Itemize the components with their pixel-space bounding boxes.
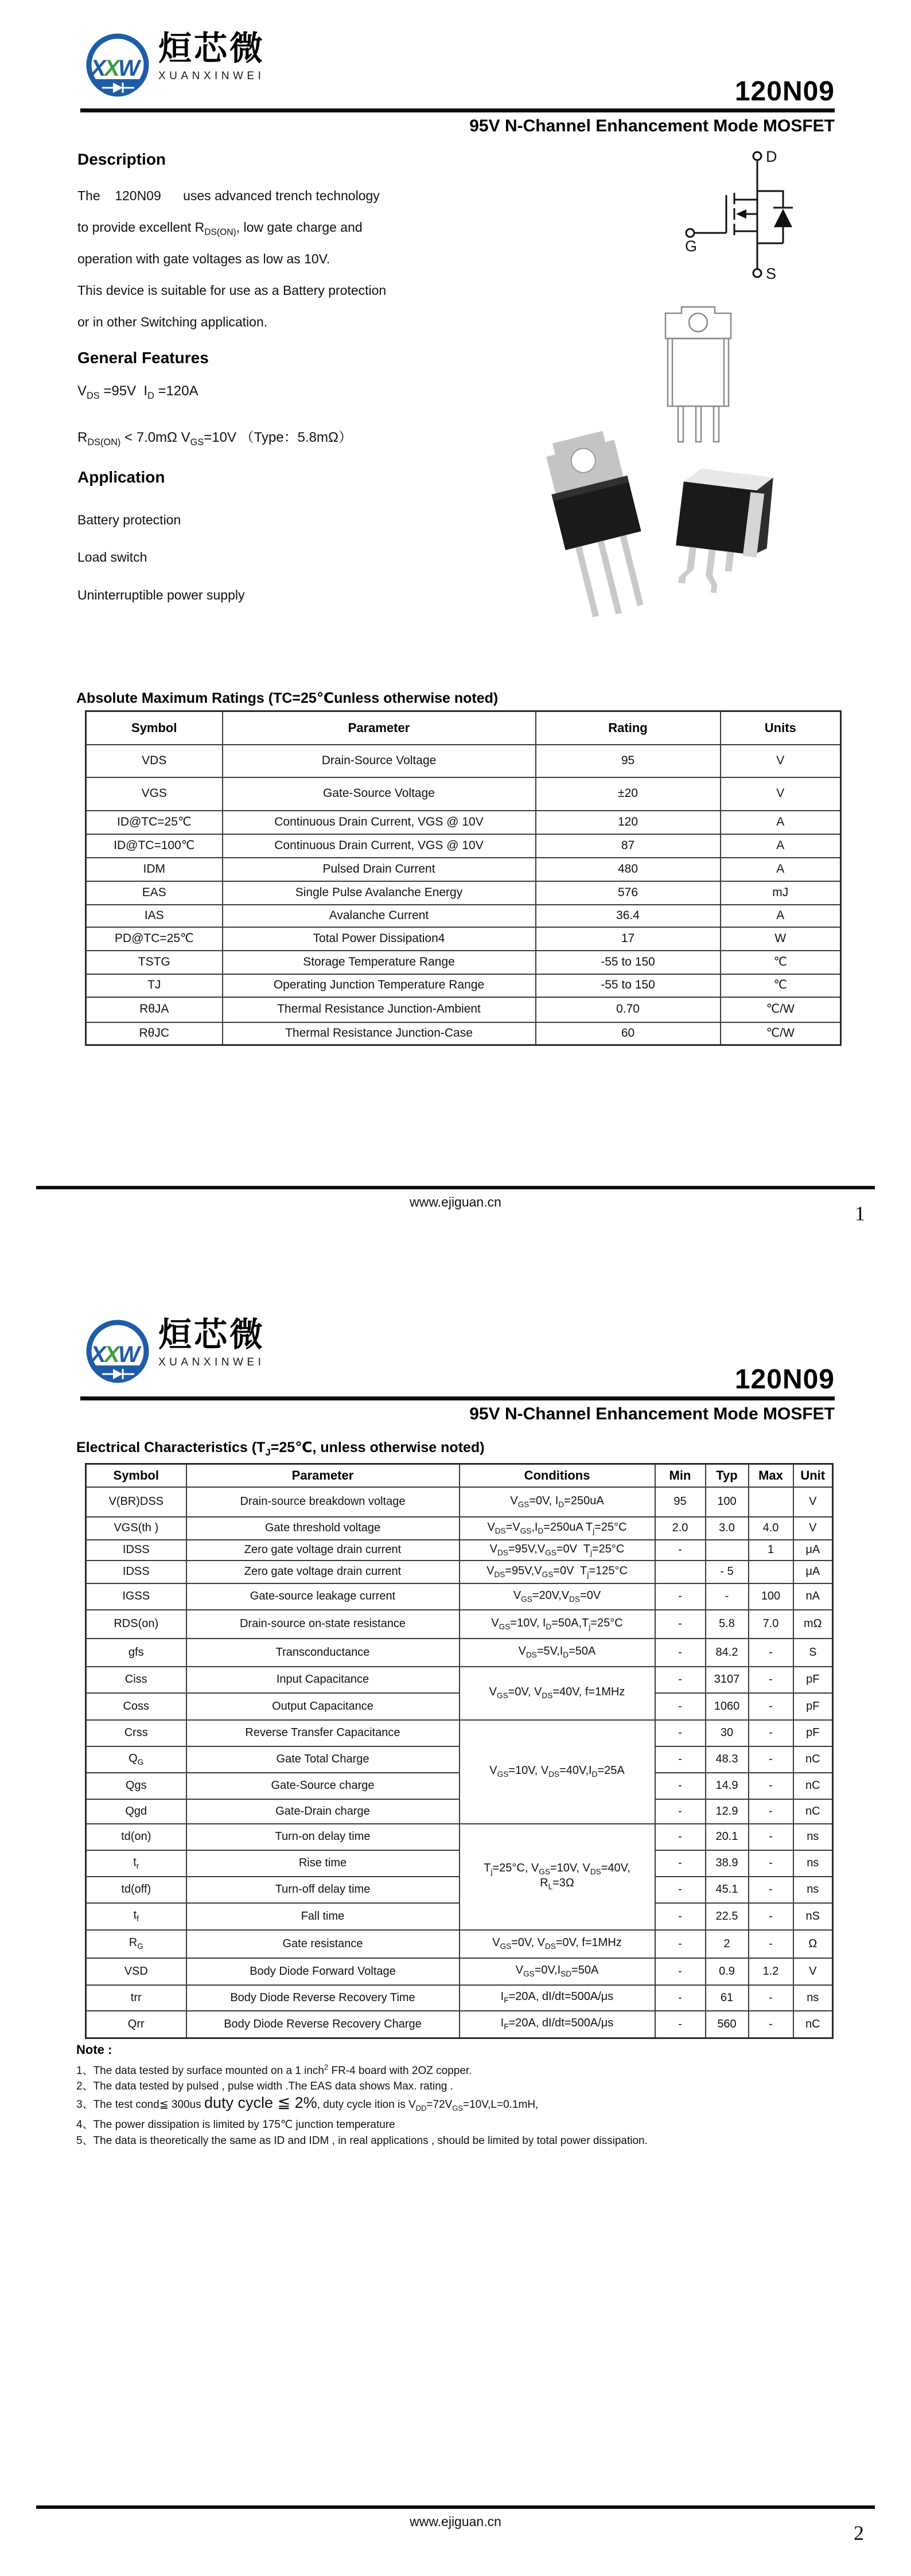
- symbol-cell: RθJA: [86, 997, 223, 1022]
- units-cell: mJ: [721, 881, 841, 905]
- table-row: [86, 905, 841, 927]
- brand-name-chinese: 烜芯微: [158, 1316, 266, 1353]
- gate-label: G: [685, 238, 698, 255]
- parameter-cell: Turn-on delay time: [186, 1824, 460, 1850]
- max-cell: -: [749, 1639, 793, 1667]
- source-label: S: [766, 265, 777, 282]
- description-line: operation with gate voltages as low as 10V.: [77, 251, 330, 266]
- parameter-cell: Pulsed Drain Current: [223, 858, 536, 881]
- max-cell: -: [749, 2011, 793, 2038]
- symbol-cell: trr: [86, 1985, 186, 2011]
- max-cell: -: [749, 1773, 793, 1799]
- symbol-cell: VGS: [86, 777, 223, 811]
- brand-name-chinese: 烜芯微: [158, 30, 266, 67]
- max-cell: -: [749, 1799, 793, 1824]
- parameter-cell: Gate-Source Voltage: [223, 777, 536, 811]
- table-row: [86, 1487, 833, 1517]
- typ-cell: 22.5: [706, 1903, 749, 1930]
- symbol-cell: VSD: [86, 1958, 186, 1985]
- unit-cell: ns: [793, 1824, 833, 1850]
- max-cell: [749, 1561, 793, 1583]
- typ-cell: 560: [706, 2011, 749, 2038]
- table-row: [86, 997, 841, 1022]
- min-cell: -: [655, 1799, 706, 1824]
- column-header: Conditions: [460, 1464, 655, 1487]
- table-row: [86, 881, 841, 905]
- unit-cell: mΩ: [793, 1610, 833, 1639]
- parameter-cell: Gate threshold voltage: [186, 1517, 460, 1540]
- min-cell: -: [655, 2011, 706, 2038]
- min-cell: -: [655, 1903, 706, 1930]
- brand-name-english: XUANXINWEI: [158, 1356, 265, 1368]
- drain-label: D: [766, 148, 777, 165]
- symbol-cell: IDM: [86, 858, 223, 881]
- symbol-cell: VDS: [86, 745, 223, 777]
- unit-cell: V: [793, 1958, 833, 1985]
- parameter-cell: Output Capacitance: [186, 1693, 460, 1720]
- brand-name-english: XUANXINWEI: [158, 70, 265, 82]
- column-header: Typ: [706, 1464, 749, 1487]
- table-row: [86, 1720, 833, 1746]
- conditions-cell: $V_{GS}=0V$, $I_D=250uA$: [460, 1487, 655, 1517]
- typ-cell: 48.3: [706, 1746, 749, 1773]
- column-header: Units: [721, 711, 841, 745]
- column-header: Parameter: [223, 711, 536, 745]
- typ-cell: - 5: [706, 1561, 749, 1583]
- min-cell: -: [655, 1746, 706, 1773]
- footer-url: www.ejiguan.cn: [410, 2514, 501, 2529]
- table-row: [86, 1667, 833, 1693]
- parameter-cell: Thermal Resistance Junction-Ambient: [223, 997, 536, 1022]
- table-row: [86, 1639, 833, 1667]
- units-cell: V: [721, 745, 841, 777]
- conditions-cell: $V_{GS}=0V,I_{SD}=50A$: [460, 1958, 655, 1985]
- symbol-cell: EAS: [86, 881, 223, 905]
- table-header-row: [86, 1464, 833, 1487]
- unit-cell: μA: [793, 1540, 833, 1561]
- symbol-cell: ID@TC=100℃: [86, 834, 223, 858]
- symbol-cell: TSTG: [86, 951, 223, 974]
- max-cell: 4.0: [749, 1517, 793, 1540]
- table-row: [86, 1985, 833, 2011]
- parameter-cell: Transconductance: [186, 1639, 460, 1667]
- units-cell: ℃: [721, 974, 841, 997]
- conditions-cell: $I_F=20A$, dI/dt=500A/μs: [460, 2011, 655, 2038]
- min-cell: -: [655, 1540, 706, 1561]
- rating-cell: -55 to 150: [536, 951, 721, 974]
- note-item: 3、The test cond≦ 300us duty cycle ≦ 2%, duty cycle ition is $V_{DD}=72V_{GS}=10V,L=0.1mH$,: [76, 2094, 539, 2112]
- units-cell: A: [721, 834, 841, 858]
- symbol-cell: IDSS: [86, 1540, 186, 1561]
- table-header-row: [86, 711, 841, 745]
- min-cell: -: [655, 1583, 706, 1610]
- svg-text:X: X: [91, 1342, 106, 1367]
- conditions-cell: $V_{GS}=0V$, $V_{DS}=40V$, f=1MHz: [460, 1667, 655, 1720]
- table-row: [86, 1824, 833, 1850]
- units-cell: ℃/W: [721, 1022, 841, 1045]
- header-rule: [80, 1396, 835, 1400]
- symbol-cell: IGSS: [86, 1583, 186, 1610]
- min-cell: 95: [655, 1487, 706, 1517]
- application-heading: Application: [77, 468, 165, 486]
- feature-line: $R_{DS(ON)} < 7.0m\Omega$ $V_{GS}=10V$ （Type：5.8mΩ）: [77, 430, 352, 448]
- unit-cell: pF: [793, 1667, 833, 1693]
- rating-cell: 120: [536, 811, 721, 834]
- part-number: 120N09: [734, 1364, 835, 1395]
- symbol-cell: $t_f$: [86, 1903, 186, 1930]
- elec-char-title: Electrical Characteristics ($T_J=25℃$, unless otherwise noted): [76, 1439, 485, 1458]
- parameter-cell: Drain-Source Voltage: [223, 745, 536, 777]
- svg-text:X: X: [91, 56, 106, 81]
- min-cell: -: [655, 1985, 706, 2011]
- footer-rule: [36, 1186, 875, 1189]
- rating-cell: 60: [536, 1022, 721, 1045]
- parameter-cell: Single Pulse Avalanche Energy: [223, 881, 536, 905]
- brand-logo: [85, 1318, 265, 1387]
- table-row: [86, 1561, 833, 1583]
- max-cell: -: [749, 1985, 793, 2011]
- parameter-cell: Drain-source breakdown voltage: [186, 1487, 460, 1517]
- table-row: [86, 811, 841, 834]
- table-row: [86, 1930, 833, 1958]
- unit-cell: S: [793, 1639, 833, 1667]
- typ-cell: 20.1: [706, 1824, 749, 1850]
- conditions-cell: $V_{GS}=10V$, $V_{DS}=40V,I_D=25A$: [460, 1720, 655, 1824]
- table-row: [86, 777, 841, 811]
- parameter-cell: Gate Total Charge: [186, 1746, 460, 1773]
- conditions-cell: $V_{DS}=V_{GS},I_D=250uA$ $T_j=25^\circ C$: [460, 1517, 655, 1540]
- max-cell: -: [749, 1824, 793, 1850]
- typ-cell: [706, 1540, 749, 1561]
- unit-cell: nC: [793, 1773, 833, 1799]
- unit-cell: pF: [793, 1693, 833, 1720]
- typ-cell: 1060: [706, 1693, 749, 1720]
- min-cell: 2.0: [655, 1517, 706, 1540]
- table-row: [86, 1610, 833, 1639]
- conditions-cell: $V_{GS}=10V$, $I_D=50A,T_j=25^\circ C$: [460, 1610, 655, 1639]
- footer-url: www.ejiguan.cn: [410, 1194, 501, 1209]
- abs-max-table: [85, 710, 842, 1046]
- parameter-cell: Body Diode Reverse Recovery Charge: [186, 2011, 460, 2038]
- unit-cell: Ω: [793, 1930, 833, 1958]
- typ-cell: 3.0: [706, 1517, 749, 1540]
- parameter-cell: Zero gate voltage drain current: [186, 1540, 460, 1561]
- units-cell: A: [721, 905, 841, 927]
- column-header: Max: [749, 1464, 793, 1487]
- max-cell: -: [749, 1877, 793, 1903]
- max-cell: -: [749, 1693, 793, 1720]
- typ-cell: 2: [706, 1930, 749, 1958]
- parameter-cell: Gate-source leakage current: [186, 1583, 460, 1610]
- min-cell: -: [655, 1693, 706, 1720]
- unit-cell: nC: [793, 1799, 833, 1824]
- application-item: Uninterruptible power supply: [77, 587, 245, 602]
- application-item: Load switch: [77, 550, 147, 565]
- min-cell: -: [655, 1720, 706, 1746]
- typ-cell: 0.9: [706, 1958, 749, 1985]
- rating-cell: 95: [536, 745, 721, 777]
- note-item: 4、The power dissipation is limited by 175℃ junction temperature: [76, 2119, 395, 2131]
- parameter-cell: Body Diode Reverse Recovery Time: [186, 1985, 460, 2011]
- max-cell: 1.2: [749, 1958, 793, 1985]
- typ-cell: 30: [706, 1720, 749, 1746]
- min-cell: -: [655, 1850, 706, 1877]
- parameter-cell: Operating Junction Temperature Range: [223, 974, 536, 997]
- conditions-cell: $V_{DS}=5V,I_D=50A$: [460, 1639, 655, 1667]
- typ-cell: 12.9: [706, 1799, 749, 1824]
- symbol-cell: VGS(th ): [86, 1517, 186, 1540]
- units-cell: A: [721, 811, 841, 834]
- symbol-cell: RθJC: [86, 1022, 223, 1045]
- features-heading: General Features: [77, 349, 209, 367]
- units-cell: ℃: [721, 951, 841, 974]
- column-header: Min: [655, 1464, 706, 1487]
- min-cell: -: [655, 1958, 706, 1985]
- parameter-cell: Gate-Source charge: [186, 1773, 460, 1799]
- min-cell: -: [655, 1824, 706, 1850]
- max-cell: -: [749, 1850, 793, 1877]
- symbol-cell: IAS: [86, 905, 223, 927]
- symbol-cell: Qgd: [86, 1799, 186, 1824]
- symbol-cell: Qrr: [86, 2011, 186, 2038]
- table-row: [86, 951, 841, 974]
- note-heading: Note :: [76, 2042, 112, 2057]
- parameter-cell: Continuous Drain Current, VGS @ 10V: [223, 834, 536, 858]
- symbol-cell: TJ: [86, 974, 223, 997]
- xxw-logo-icon: [85, 32, 150, 101]
- conditions-cell: $V_{GS}=20V,V_{DS}=0V$: [460, 1583, 655, 1610]
- parameter-cell: Body Diode Forward Voltage: [186, 1958, 460, 1985]
- column-header: Unit: [793, 1464, 833, 1487]
- description-heading: Description: [77, 150, 166, 168]
- rating-cell: 576: [536, 881, 721, 905]
- max-cell: -: [749, 1720, 793, 1746]
- abs-max-title: Absolute Maximum Ratings (TC=25℃unless otherwise noted): [76, 690, 499, 706]
- table-row: [86, 927, 841, 951]
- typ-cell: 100: [706, 1487, 749, 1517]
- min-cell: -: [655, 1930, 706, 1958]
- unit-cell: nC: [793, 2011, 833, 2038]
- min-cell: -: [655, 1667, 706, 1693]
- symbol-cell: $R_G$: [86, 1930, 186, 1958]
- rating-cell: 17: [536, 927, 721, 951]
- elec-char-table: [85, 1463, 834, 2039]
- conditions-cell: $I_F=20A$, dI/dt=500A/μs: [460, 1985, 655, 2011]
- page-number: 1: [855, 1202, 865, 1225]
- unit-cell: ns: [793, 1877, 833, 1903]
- unit-cell: μA: [793, 1561, 833, 1583]
- table-row: [86, 1583, 833, 1610]
- table-row: [86, 1022, 841, 1045]
- min-cell: -: [655, 1610, 706, 1639]
- to220-outline-drawing: [655, 305, 742, 446]
- typ-cell: -: [706, 1583, 749, 1610]
- column-header: Symbol: [86, 711, 223, 745]
- typ-cell: 61: [706, 1985, 749, 2011]
- typ-cell: 45.1: [706, 1877, 749, 1903]
- table-row: [86, 745, 841, 777]
- min-cell: -: [655, 1877, 706, 1903]
- units-cell: A: [721, 858, 841, 881]
- parameter-cell: Zero gate voltage drain current: [186, 1561, 460, 1583]
- xxw-logo-icon: [85, 1318, 150, 1387]
- max-cell: -: [749, 1930, 793, 1958]
- max-cell: -: [749, 1667, 793, 1693]
- max-cell: [749, 1487, 793, 1517]
- rating-cell: 87: [536, 834, 721, 858]
- table-row: [86, 2011, 833, 2038]
- header-rule: [80, 108, 835, 112]
- unit-cell: nS: [793, 1903, 833, 1930]
- rating-cell: ±20: [536, 777, 721, 811]
- units-cell: ℃/W: [721, 997, 841, 1022]
- description-line: The 120N09 uses advanced trench technology: [77, 188, 380, 203]
- symbol-cell: Coss: [86, 1693, 186, 1720]
- note-item: 5、The data is theoretically the same as ID and IDM , in real applications , should be limited by total power dissipation.: [76, 2135, 648, 2147]
- parameter-cell: Storage Temperature Range: [223, 951, 536, 974]
- unit-cell: ns: [793, 1985, 833, 2011]
- symbol-cell: PD@TC=25℃: [86, 927, 223, 951]
- d2pak-package-photo: [657, 456, 780, 600]
- unit-cell: nA: [793, 1583, 833, 1610]
- to220-package-photo: [536, 425, 657, 620]
- symbol-cell: Crss: [86, 1720, 186, 1746]
- table-row: [86, 834, 841, 858]
- units-cell: V: [721, 777, 841, 811]
- min-cell: [655, 1561, 706, 1583]
- max-cell: 1: [749, 1540, 793, 1561]
- max-cell: 100: [749, 1583, 793, 1610]
- rating-cell: -55 to 150: [536, 974, 721, 997]
- conditions-cell: $V_{GS}=0V$, $V_{DS}=0V$, f=1MHz: [460, 1930, 655, 1958]
- parameter-cell: Turn-off delay time: [186, 1877, 460, 1903]
- parameter-cell: Thermal Resistance Junction-Case: [223, 1022, 536, 1045]
- parameter-cell: Total Power Dissipation4: [223, 927, 536, 951]
- symbol-cell: $t_r$: [86, 1850, 186, 1877]
- description-line: to provide excellent $R_{DS(ON)}$, low gate charge and: [77, 220, 363, 238]
- parameter-cell: Rise time: [186, 1850, 460, 1877]
- column-header: Symbol: [86, 1464, 186, 1487]
- conditions-cell: $T_j=25^\circ C$, $V_{GS}=10V$, $V_{DS}=40V$, $R_L=3\Omega$: [460, 1824, 655, 1930]
- symbol-cell: td(off): [86, 1877, 186, 1903]
- typ-cell: 3107: [706, 1667, 749, 1693]
- svg-text:W: W: [118, 56, 140, 81]
- max-cell: -: [749, 1746, 793, 1773]
- parameter-cell: Gate-Drain charge: [186, 1799, 460, 1824]
- unit-cell: pF: [793, 1720, 833, 1746]
- table-row: [86, 974, 841, 997]
- parameter-cell: Avalanche Current: [223, 905, 536, 927]
- description-line: This device is suitable for use as a Battery protection: [77, 283, 387, 298]
- table-row: [86, 1958, 833, 1985]
- symbol-cell: Qgs: [86, 1773, 186, 1799]
- part-number: 120N09: [734, 76, 835, 107]
- parameter-cell: Input Capacitance: [186, 1667, 460, 1693]
- parameter-cell: Gate resistance: [186, 1930, 460, 1958]
- symbol-cell: RDS(on): [86, 1610, 186, 1639]
- max-cell: -: [749, 1903, 793, 1930]
- application-item: Battery protection: [77, 512, 181, 527]
- symbol-cell: ID@TC=25℃: [86, 811, 223, 834]
- conditions-cell: $V_{DS}=95V,V_{GS}=0V$ $T_j=25^\circ C$: [460, 1540, 655, 1561]
- mosfet-symbol-diagram: [677, 148, 815, 291]
- rating-cell: 480: [536, 858, 721, 881]
- footer-rule: [36, 2505, 875, 2509]
- description-line: or in other Switching application.: [77, 314, 268, 329]
- parameter-cell: Fall time: [186, 1903, 460, 1930]
- typ-cell: 5.8: [706, 1610, 749, 1639]
- unit-cell: V: [793, 1487, 833, 1517]
- symbol-cell: IDSS: [86, 1561, 186, 1583]
- max-cell: 7.0: [749, 1610, 793, 1639]
- min-cell: -: [655, 1639, 706, 1667]
- brand-logo: [85, 32, 265, 101]
- symbol-cell: $Q_G$: [86, 1746, 186, 1773]
- typ-cell: 38.9: [706, 1850, 749, 1877]
- column-header: Rating: [536, 711, 721, 745]
- page-number: 2: [854, 2521, 864, 2544]
- rating-cell: 36.4: [536, 905, 721, 927]
- svg-text:X: X: [104, 56, 120, 81]
- svg-text:W: W: [118, 1342, 140, 1367]
- typ-cell: 14.9: [706, 1773, 749, 1799]
- parameter-cell: Drain-source on-state resistance: [186, 1610, 460, 1639]
- unit-cell: nC: [793, 1746, 833, 1773]
- symbol-cell: gfs: [86, 1639, 186, 1667]
- symbol-cell: Ciss: [86, 1667, 186, 1693]
- column-header: Parameter: [186, 1464, 460, 1487]
- symbol-cell: V(BR)DSS: [86, 1487, 186, 1517]
- parameter-cell: Continuous Drain Current, VGS @ 10V: [223, 811, 536, 834]
- note-item: 2、The data tested by pulsed , pulse width .The EAS data shows Max. rating .: [76, 2080, 453, 2092]
- svg-text:X: X: [104, 1342, 120, 1367]
- note-item: 1、The data tested by surface mounted on a 1 inch$^2$ FR-4 board with 2OZ copper.: [76, 2063, 472, 2077]
- typ-cell: 84.2: [706, 1639, 749, 1667]
- symbol-cell: td(on): [86, 1824, 186, 1850]
- feature-line: $V_{DS} =95V$ $I_D =120A$: [77, 383, 198, 401]
- units-cell: W: [721, 927, 841, 951]
- table-row: [86, 1540, 833, 1561]
- table-row: [86, 1517, 833, 1540]
- min-cell: -: [655, 1773, 706, 1799]
- table-row: [86, 858, 841, 881]
- rating-cell: 0.70: [536, 997, 721, 1022]
- document-subtitle: 95V N-Channel Enhancement Mode MOSFET: [469, 116, 835, 135]
- unit-cell: V: [793, 1517, 833, 1540]
- conditions-cell: $V_{DS}=95V,V_{GS}=0V$ $T_j=125^\circ C$: [460, 1561, 655, 1583]
- document-subtitle: 95V N-Channel Enhancement Mode MOSFET: [469, 1404, 835, 1423]
- unit-cell: ns: [793, 1850, 833, 1877]
- parameter-cell: Reverse Transfer Capacitance: [186, 1720, 460, 1746]
